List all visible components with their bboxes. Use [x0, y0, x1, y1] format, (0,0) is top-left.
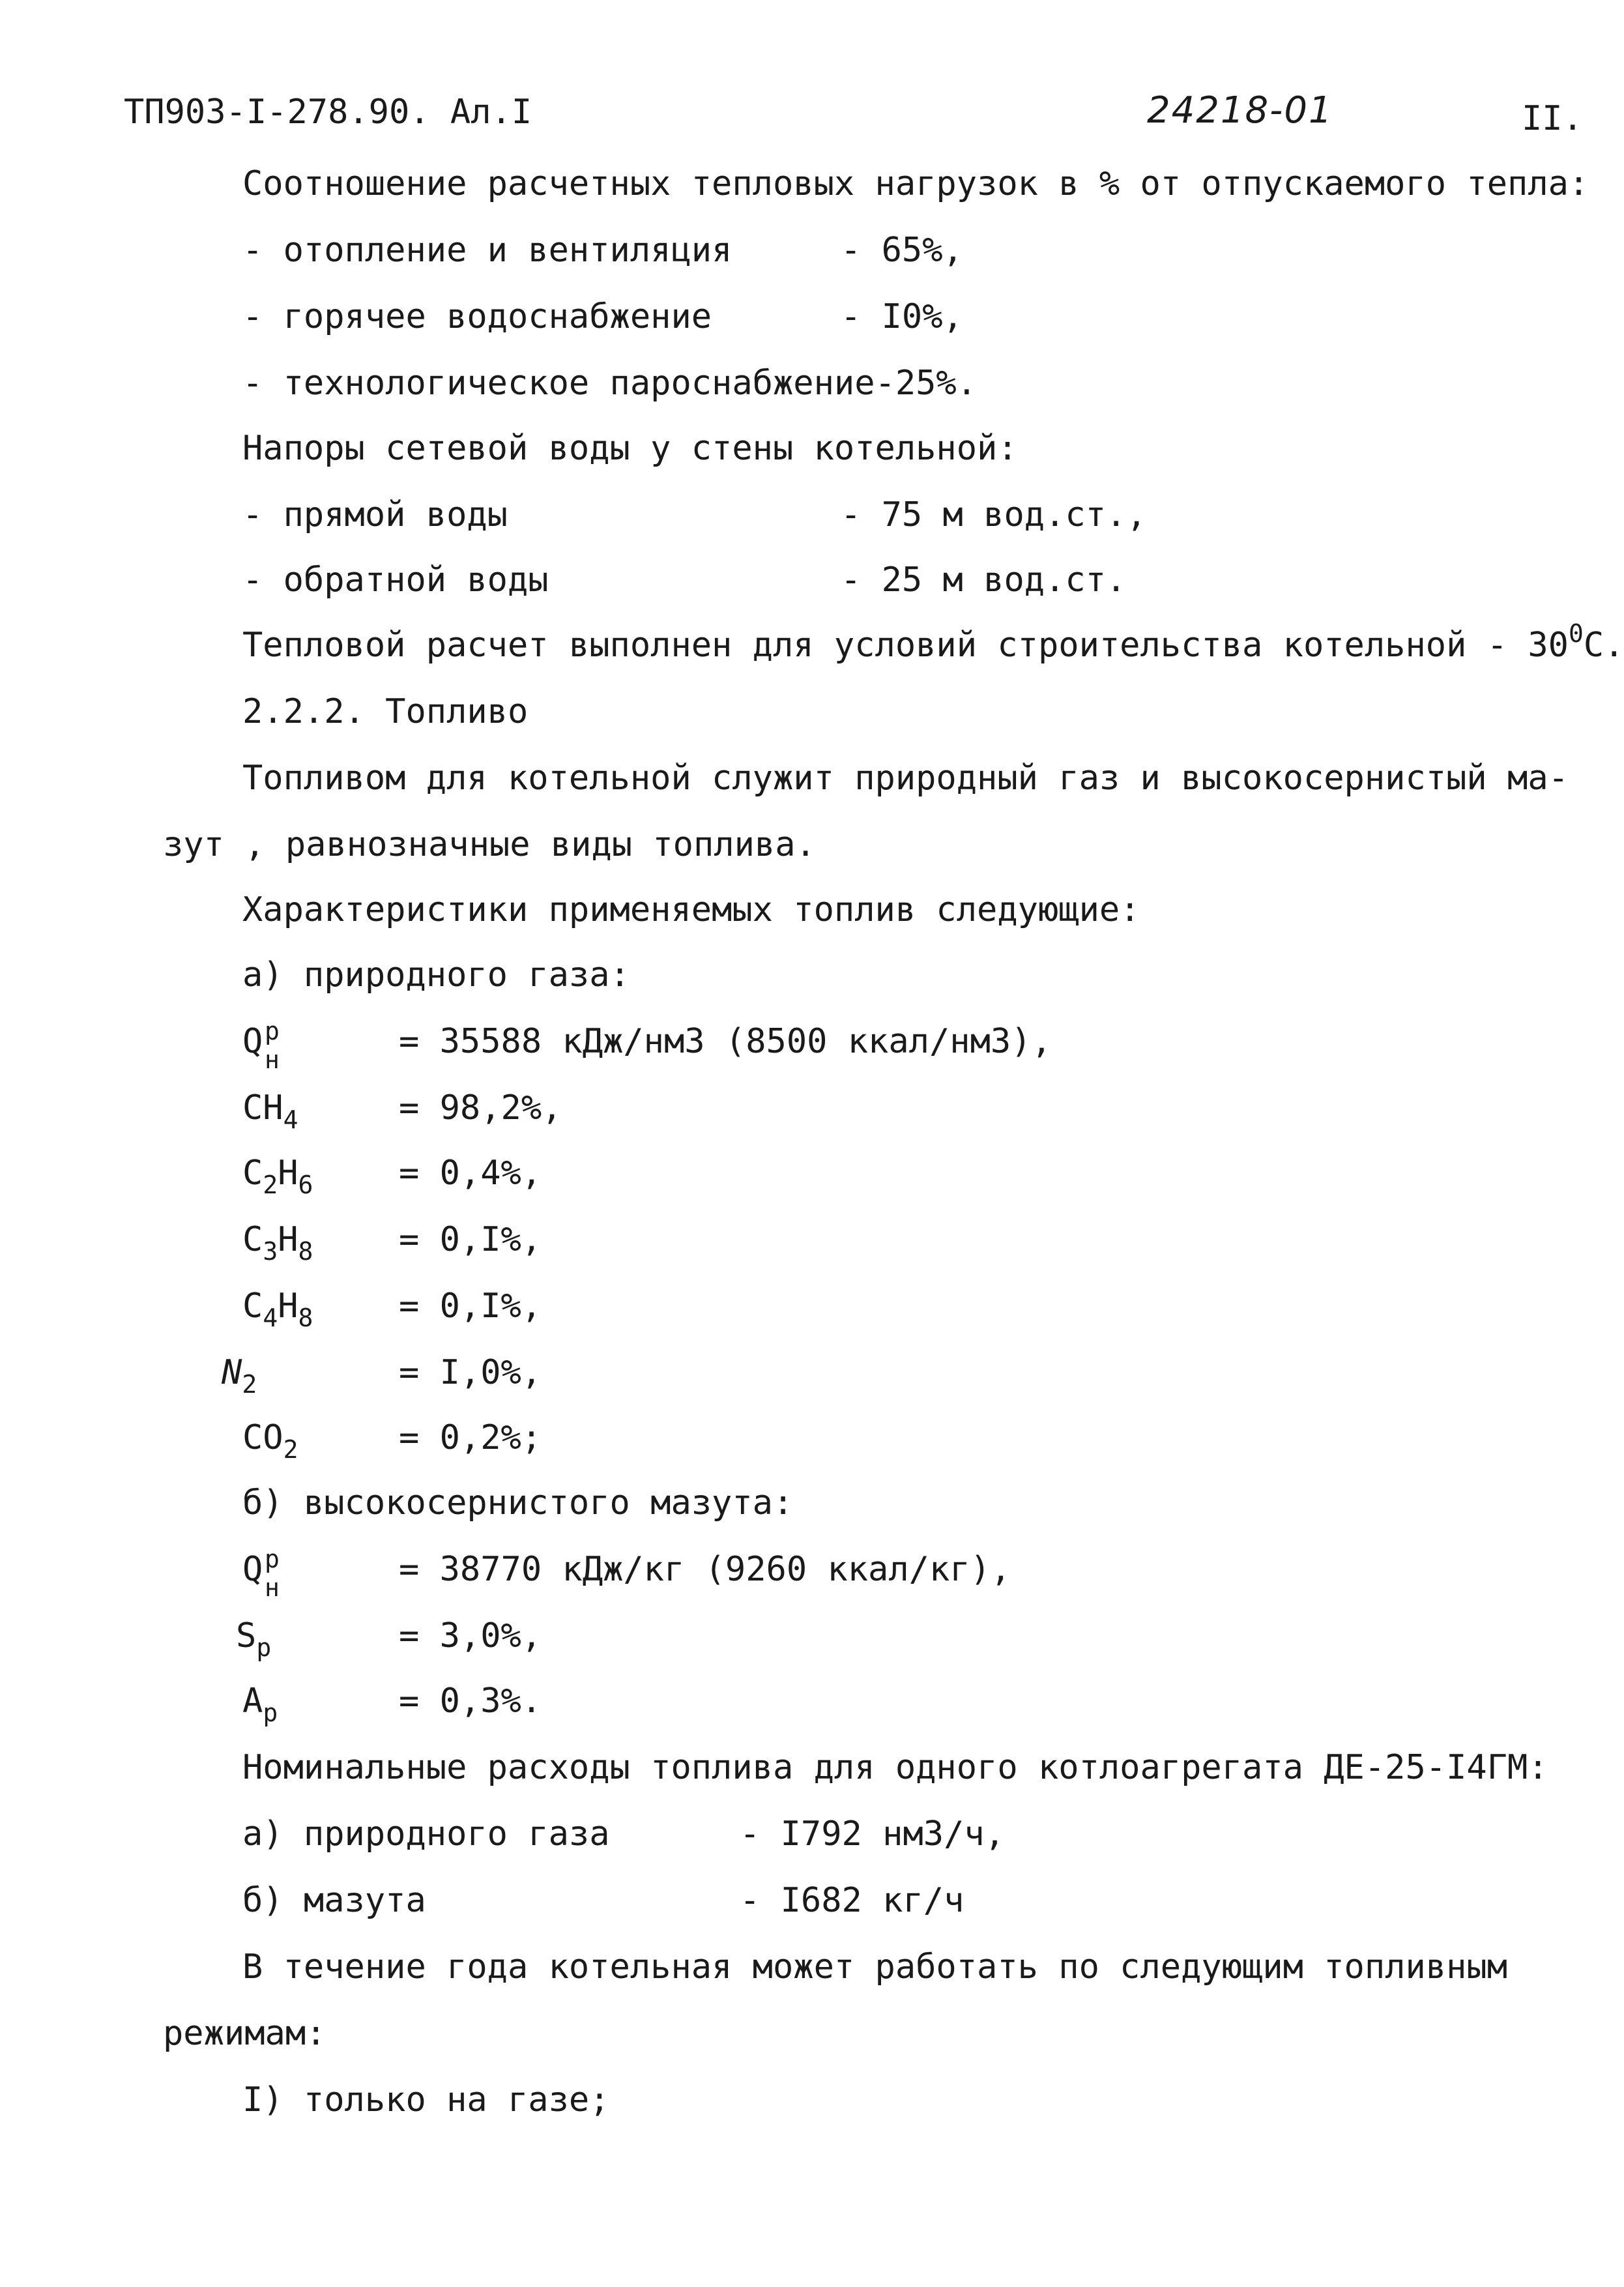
symbol-c2h6: $C_2H_6$ [242, 1154, 313, 1199]
thermal-calc-text: Тепловой расчет выполнен для условий строительства котельной - $30^0С$. [242, 619, 1624, 665]
consumption-label: а) природного газа [242, 1814, 610, 1854]
paragraph-line: В течение года котельная может работать по следующим топливным [242, 1947, 1508, 1987]
section-heading: 2.2.2. Топливо [242, 692, 529, 731]
water-pressure-label: - обратной воды [242, 561, 549, 600]
value-text: = 35588 кДж/нм3 (8500 ккал/нм3), [399, 1022, 1052, 1061]
water-pressure-intro: Напоры сетевой воды у стены котельной: [242, 429, 1018, 468]
document-code: ТП903-I-278.90. Ал.I [124, 93, 532, 132]
value-text: = 0,4%, [399, 1154, 542, 1193]
heat-load-label: - технологическое пароснабжение-25%. [242, 364, 978, 403]
value-text: = 0,2%; [399, 1418, 542, 1457]
consumption-label: б) мазута [242, 1881, 426, 1920]
characteristics-intro: Характеристики применяемых топлив следующие: [242, 890, 1140, 929]
symbol-ash: $A_р$ [242, 1682, 278, 1727]
page-number: II. [1522, 99, 1583, 138]
paragraph-line: зут , равнозначные виды топлива. [163, 825, 816, 864]
value-text: = 0,I%, [399, 1220, 542, 1259]
symbol-q-net: Q р н [242, 1017, 280, 1074]
symbol-co2: $CO_2$ [242, 1418, 298, 1464]
heat-load-value: - I0%, [841, 297, 963, 336]
value-text: = 38770 кДж/кг (9260 ккал/кг), [399, 1550, 1011, 1589]
consumption-value: - I682 кг/ч [740, 1881, 964, 1920]
heat-load-label: - горячее водоснабжение [242, 297, 712, 336]
value-text: = I,0%, [399, 1353, 542, 1392]
symbol-c4h8: $C_4H_8$ [242, 1287, 313, 1332]
symbol-c3h8: $C_3H_8$ [242, 1220, 313, 1266]
value-text: = 3,0%, [399, 1616, 542, 1655]
value-text: = 0,3%. [399, 1682, 542, 1721]
nominal-consumption-intro: Номинальные расходы топлива для одного котлоагрегата ДЕ-25-I4ГМ: [242, 1748, 1548, 1787]
mode-item: I) только на газе; [242, 2080, 610, 2119]
value-text: = 0,I%, [399, 1287, 542, 1326]
symbol-q-net: Q р н [242, 1545, 280, 1602]
heat-load-label: - отопление и вентиляция [242, 231, 732, 270]
natural-gas-title: а) природного газа: [242, 955, 630, 995]
value-text: = 98,2%, [399, 1088, 562, 1128]
paragraph-line: Топливом для котельной служит природный газ и высокосернистый ма- [242, 759, 1569, 798]
consumption-value: - I792 нм3/ч, [740, 1814, 1005, 1854]
symbol-n2: $N_2$ [222, 1353, 257, 1399]
water-pressure-value: - 25 м вод.ст. [841, 561, 1127, 600]
symbol-ch4: $CH_4$ [242, 1088, 298, 1134]
heat-loads-intro: Соотношение расчетных тепловых нагрузок в % от отпускаемого тепла: [242, 164, 1589, 203]
water-pressure-value: - 75 м вод.ст., [841, 495, 1147, 534]
degree-superscript: 0 [1568, 619, 1584, 648]
handwritten-number: 24218-01 [1147, 89, 1333, 132]
water-pressure-label: - прямой воды [242, 495, 508, 534]
symbol-sulfur: $S_р$ [236, 1616, 272, 1662]
paragraph-line: режимам: [163, 2014, 326, 2053]
fuel-oil-title: б) высокосернистого мазута: [242, 1483, 794, 1522]
heat-load-value: - 65%, [841, 231, 963, 270]
